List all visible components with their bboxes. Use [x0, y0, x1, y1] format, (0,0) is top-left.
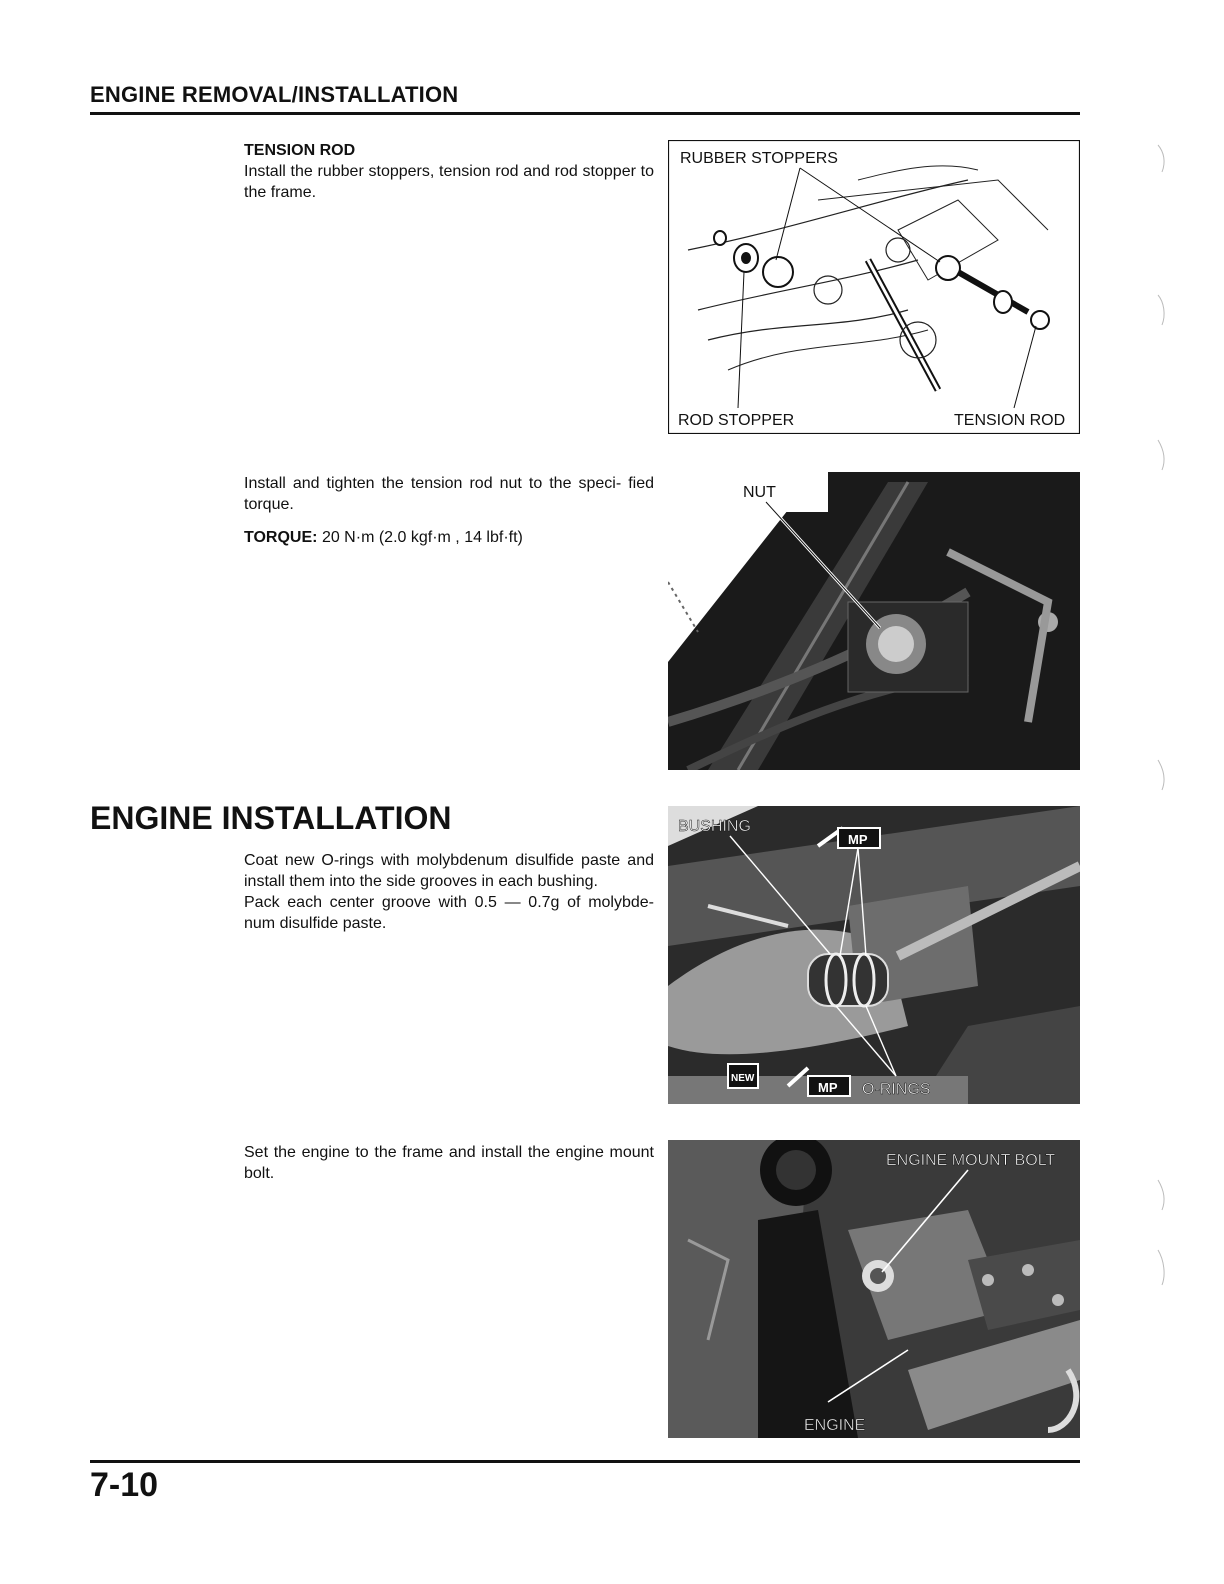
- tension-nut-text: Install and tighten the tension rod nut to the speci- fied torque.: [244, 475, 654, 513]
- engine-mount-text: Set the engine to the frame and install the engine mount bolt.: [244, 1144, 654, 1182]
- mp-badge-bottom: MP: [818, 1080, 838, 1095]
- tension-nut-block: [244, 473, 654, 548]
- page-header-title: ENGINE REMOVAL/INSTALLATION: [90, 82, 459, 107]
- label-rubber-stoppers: RUBBER STOPPERS: [680, 150, 838, 167]
- tension-rod-text: Install the rubber stoppers, tension rod and rod stopper to the frame.: [244, 163, 654, 201]
- label-engine-mount-bolt: ENGINE MOUNT BOLT: [886, 1152, 1056, 1169]
- figure-nut-photo: [668, 472, 1080, 770]
- new-badge: NEW: [731, 1073, 755, 1084]
- mp-badge-top: MP: [848, 832, 868, 847]
- section-title-engine-installation: ENGINE INSTALLATION: [90, 800, 452, 836]
- torque-label: TORQUE:: [244, 529, 318, 546]
- header-rule: [90, 112, 1080, 115]
- label-bushing: BUSHING: [678, 818, 751, 835]
- label-o-rings: O-RINGS: [862, 1081, 931, 1098]
- engine-installation-text-1: Coat new O-rings with molybdenum disulfide paste and install them into the side grooves in each bushing.: [244, 852, 654, 890]
- engine-mount-block: [244, 1142, 654, 1184]
- label-nut: NUT: [743, 484, 776, 501]
- page-number: 7-10: [90, 1466, 159, 1504]
- tension-rod-block: [244, 140, 654, 203]
- label-rod-stopper: ROD STOPPER: [678, 412, 795, 429]
- figure-engine-mount-photo: [668, 1140, 1080, 1438]
- label-engine: ENGINE: [804, 1417, 866, 1434]
- figure-tension-rod-diagram: [668, 140, 1080, 434]
- engine-installation-text-2: Pack each center groove with 0.5 — 0.7g of molybde- num disulfide paste.: [244, 894, 654, 932]
- binder-hole-marks: [1140, 140, 1180, 1440]
- footer-rule: [90, 1460, 1080, 1463]
- label-tension-rod: TENSION ROD: [954, 412, 1066, 429]
- engine-installation-block: [244, 850, 654, 934]
- torque-value: 20 N·m (2.0 kgf·m , 14 lbf·ft): [321, 529, 523, 546]
- torque-spec: [244, 527, 654, 548]
- tension-rod-heading: TENSION ROD: [244, 142, 356, 159]
- figure-bushing-photo: [668, 806, 1080, 1104]
